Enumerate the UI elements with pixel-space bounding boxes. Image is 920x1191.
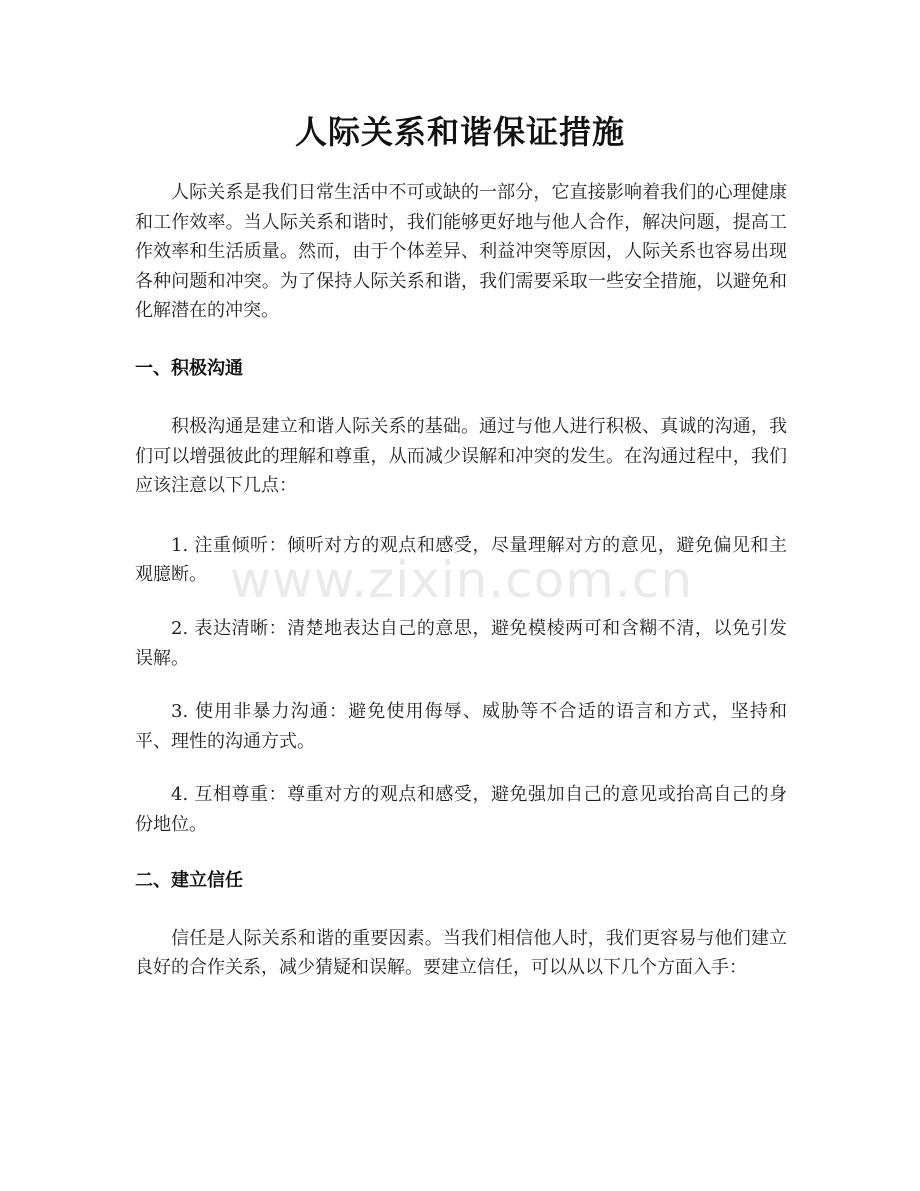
intro-paragraph: 人际关系是我们日常生活中不可或缺的一部分，它直接影响着我们的心理健康和工作效率。当人际关系和谐时，我们能够更好地与他人合作，解决问题，提高工作效率和生活质量。然而，由于个体差异、利益冲突等原因，人际关系也容易出现各种问题和冲突。为了保持人际关系和谐，我们需要采取一些安全措施，以避免和化解潜在的冲突。 [135,182,787,322]
section-heading-trust: 二、建立信任 [135,869,243,891]
document-title: 人际关系和谐保证措施 [294,113,625,151]
section-paragraph-communication: 积极沟通是建立和谐人际关系的基础。通过与他人进行积极、真诚的沟通，我们可以增强彼此的理解和尊重，从而减少误解和冲突的发生。在沟通过程中，我们应该注意以下几点： [135,415,787,497]
document-body [135,178,787,1013]
section-heading-communication: 一、积极沟通 [135,357,243,379]
list-item: 3. 使用非暴力沟通：避免使用侮辱、威胁等不合适的语言和方式，坚持和平、理性的沟通方式。 [135,701,787,752]
list-item: 4. 互相尊重：尊重对方的观点和感受，避免强加自己的意见或抬高自己的身份地位。 [135,784,787,835]
section-paragraph-trust: 信任是人际关系和谐的重要因素。当我们相信他人时，我们更容易与他们建立良好的合作关系，减少猜疑和误解。要建立信任，可以从以下几个方面入手： [135,927,787,979]
list-item: 2. 表达清晰：清楚地表达自己的意思，避免模棱两可和含糊不清，以免引发误解。 [135,617,787,669]
watermark: www.zixin.com.cn [230,551,694,609]
list-item: 1. 注重倾听：倾听对方的观点和感受，尽量理解对方的意见，避免偏见和主观臆断。 [135,534,787,586]
